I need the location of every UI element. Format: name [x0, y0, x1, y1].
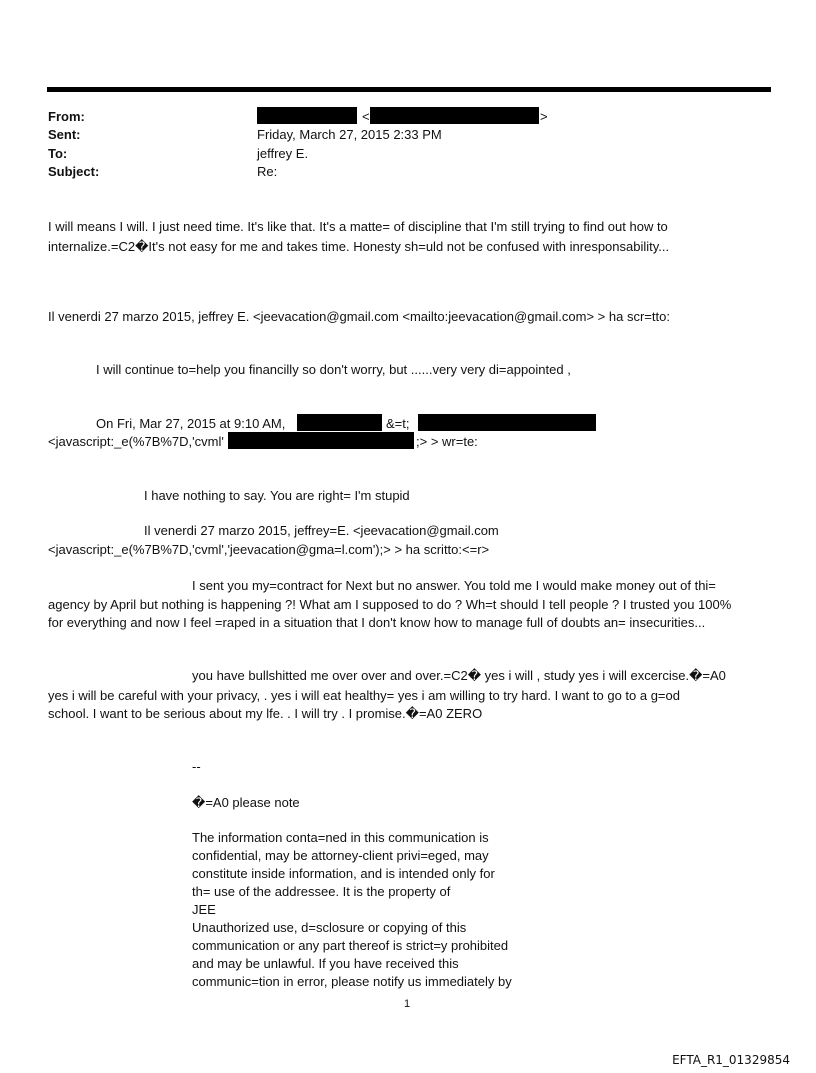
from-close-bracket: >: [540, 109, 548, 124]
redaction-from-email: [370, 107, 539, 124]
redaction-from-name: [257, 107, 357, 124]
body-p1-line1: I will means I will. I just need time. It's like that. It's a matte= of discipline that I'm still trying to find out how to: [48, 219, 668, 234]
body-p7-line3: for everything and now I feel =raped in a situation that I don't know how to manage full of doubts an= insecurities...: [48, 615, 706, 630]
body-p7-line2: agency by April but nothing is happening ?! What am I supposed to do ? Wh=t should I tell people ? I trusted you 100%: [48, 597, 732, 612]
disclaimer-line-4: th= use of the addressee. It is the property of: [192, 884, 451, 899]
body-p8-line2: yes i will be careful with your privacy, . yes i will eat healthy= yes i am willing to try hard. I want to go to a g=od: [48, 688, 680, 703]
body-p4-line2-a: <javascript:_e(%7B%7D,'cvml': [48, 434, 224, 449]
disclaimer-line-2: confidential, may be attorney-client privi=eged, may: [192, 848, 489, 863]
body-p4-line1-a: On Fri, Mar 27, 2015 at 9:10 AM,: [96, 416, 286, 431]
signature-dash: --: [192, 759, 201, 774]
from-open-bracket: <: [362, 109, 370, 124]
subject-label: Subject:: [48, 164, 100, 179]
disclaimer-line-7: communication or any part thereof is strict=y prohibited: [192, 938, 509, 953]
redaction-sender-name: [297, 414, 382, 431]
body-p4-line2-b: ;> > wr=te:: [416, 434, 478, 449]
header-rule: [47, 87, 771, 92]
body-p4-line1-b: &=t;: [386, 416, 410, 431]
signature-note: �=A0 please note: [192, 795, 300, 810]
body-p6-line2: <javascript:_e(%7B%7D,'cvml','jeevacation@gma=l.com');> > ha scritto:<=r>: [48, 542, 490, 557]
disclaimer-line-1: The information conta=ned in this communication is: [192, 830, 489, 845]
redaction-sender-email: [418, 414, 596, 431]
body-p2: Il venerdi 27 marzo 2015, jeffrey E. <jeevacation@gmail.com <mailto:jeevacation@gmail.com> > ha scr=tto:: [48, 309, 670, 324]
body-p1-line2: internalize.=C2�It's not easy for me and takes time. Honesty sh=uld not be confused with inresponsability...: [48, 239, 670, 254]
body-p5: I have nothing to say. You are right= I'm stupid: [144, 488, 410, 503]
sent-label: Sent:: [48, 127, 81, 142]
disclaimer-line-8: and may be unlawful. If you have received this: [192, 956, 459, 971]
to-value: jeffrey E.: [257, 146, 309, 161]
body-p8-line1: you have bullshitted me over over and over.=C2� yes i will , study yes i will excercise.�=A0: [192, 668, 726, 683]
from-label: From:: [48, 109, 85, 124]
disclaimer-line-3: constitute inside information, and is intended only for: [192, 866, 495, 881]
sent-value: Friday, March 27, 2015 2:33 PM: [257, 127, 442, 142]
disclaimer-line-6: Unauthorized use, d=sclosure or copying of this: [192, 920, 467, 935]
redaction-sender-email-2: [228, 432, 414, 449]
document-id: EFTA_R1_01329854: [672, 1053, 790, 1067]
subject-value: Re:: [257, 164, 278, 179]
body-p7-line1: I sent you my=contract for Next but no answer. You told me I would make money out of thi=: [192, 578, 716, 593]
page-number: 1: [404, 998, 411, 1010]
disclaimer-line-5: JEE: [192, 902, 216, 917]
body-p6-line1: Il venerdi 27 marzo 2015, jeffrey=E. <jeevacation@gmail.com: [144, 523, 499, 538]
to-label: To:: [48, 146, 68, 161]
disclaimer-line-9: communic=tion in error, please notify us immediately by: [192, 974, 512, 989]
body-p3: I will continue to=help you financilly so don't worry, but ......very very di=appointed ,: [96, 362, 571, 377]
body-p8-line3: school. I want to be serious about my lfe. . I will try . I promise.�=A0 ZERO: [48, 706, 483, 721]
